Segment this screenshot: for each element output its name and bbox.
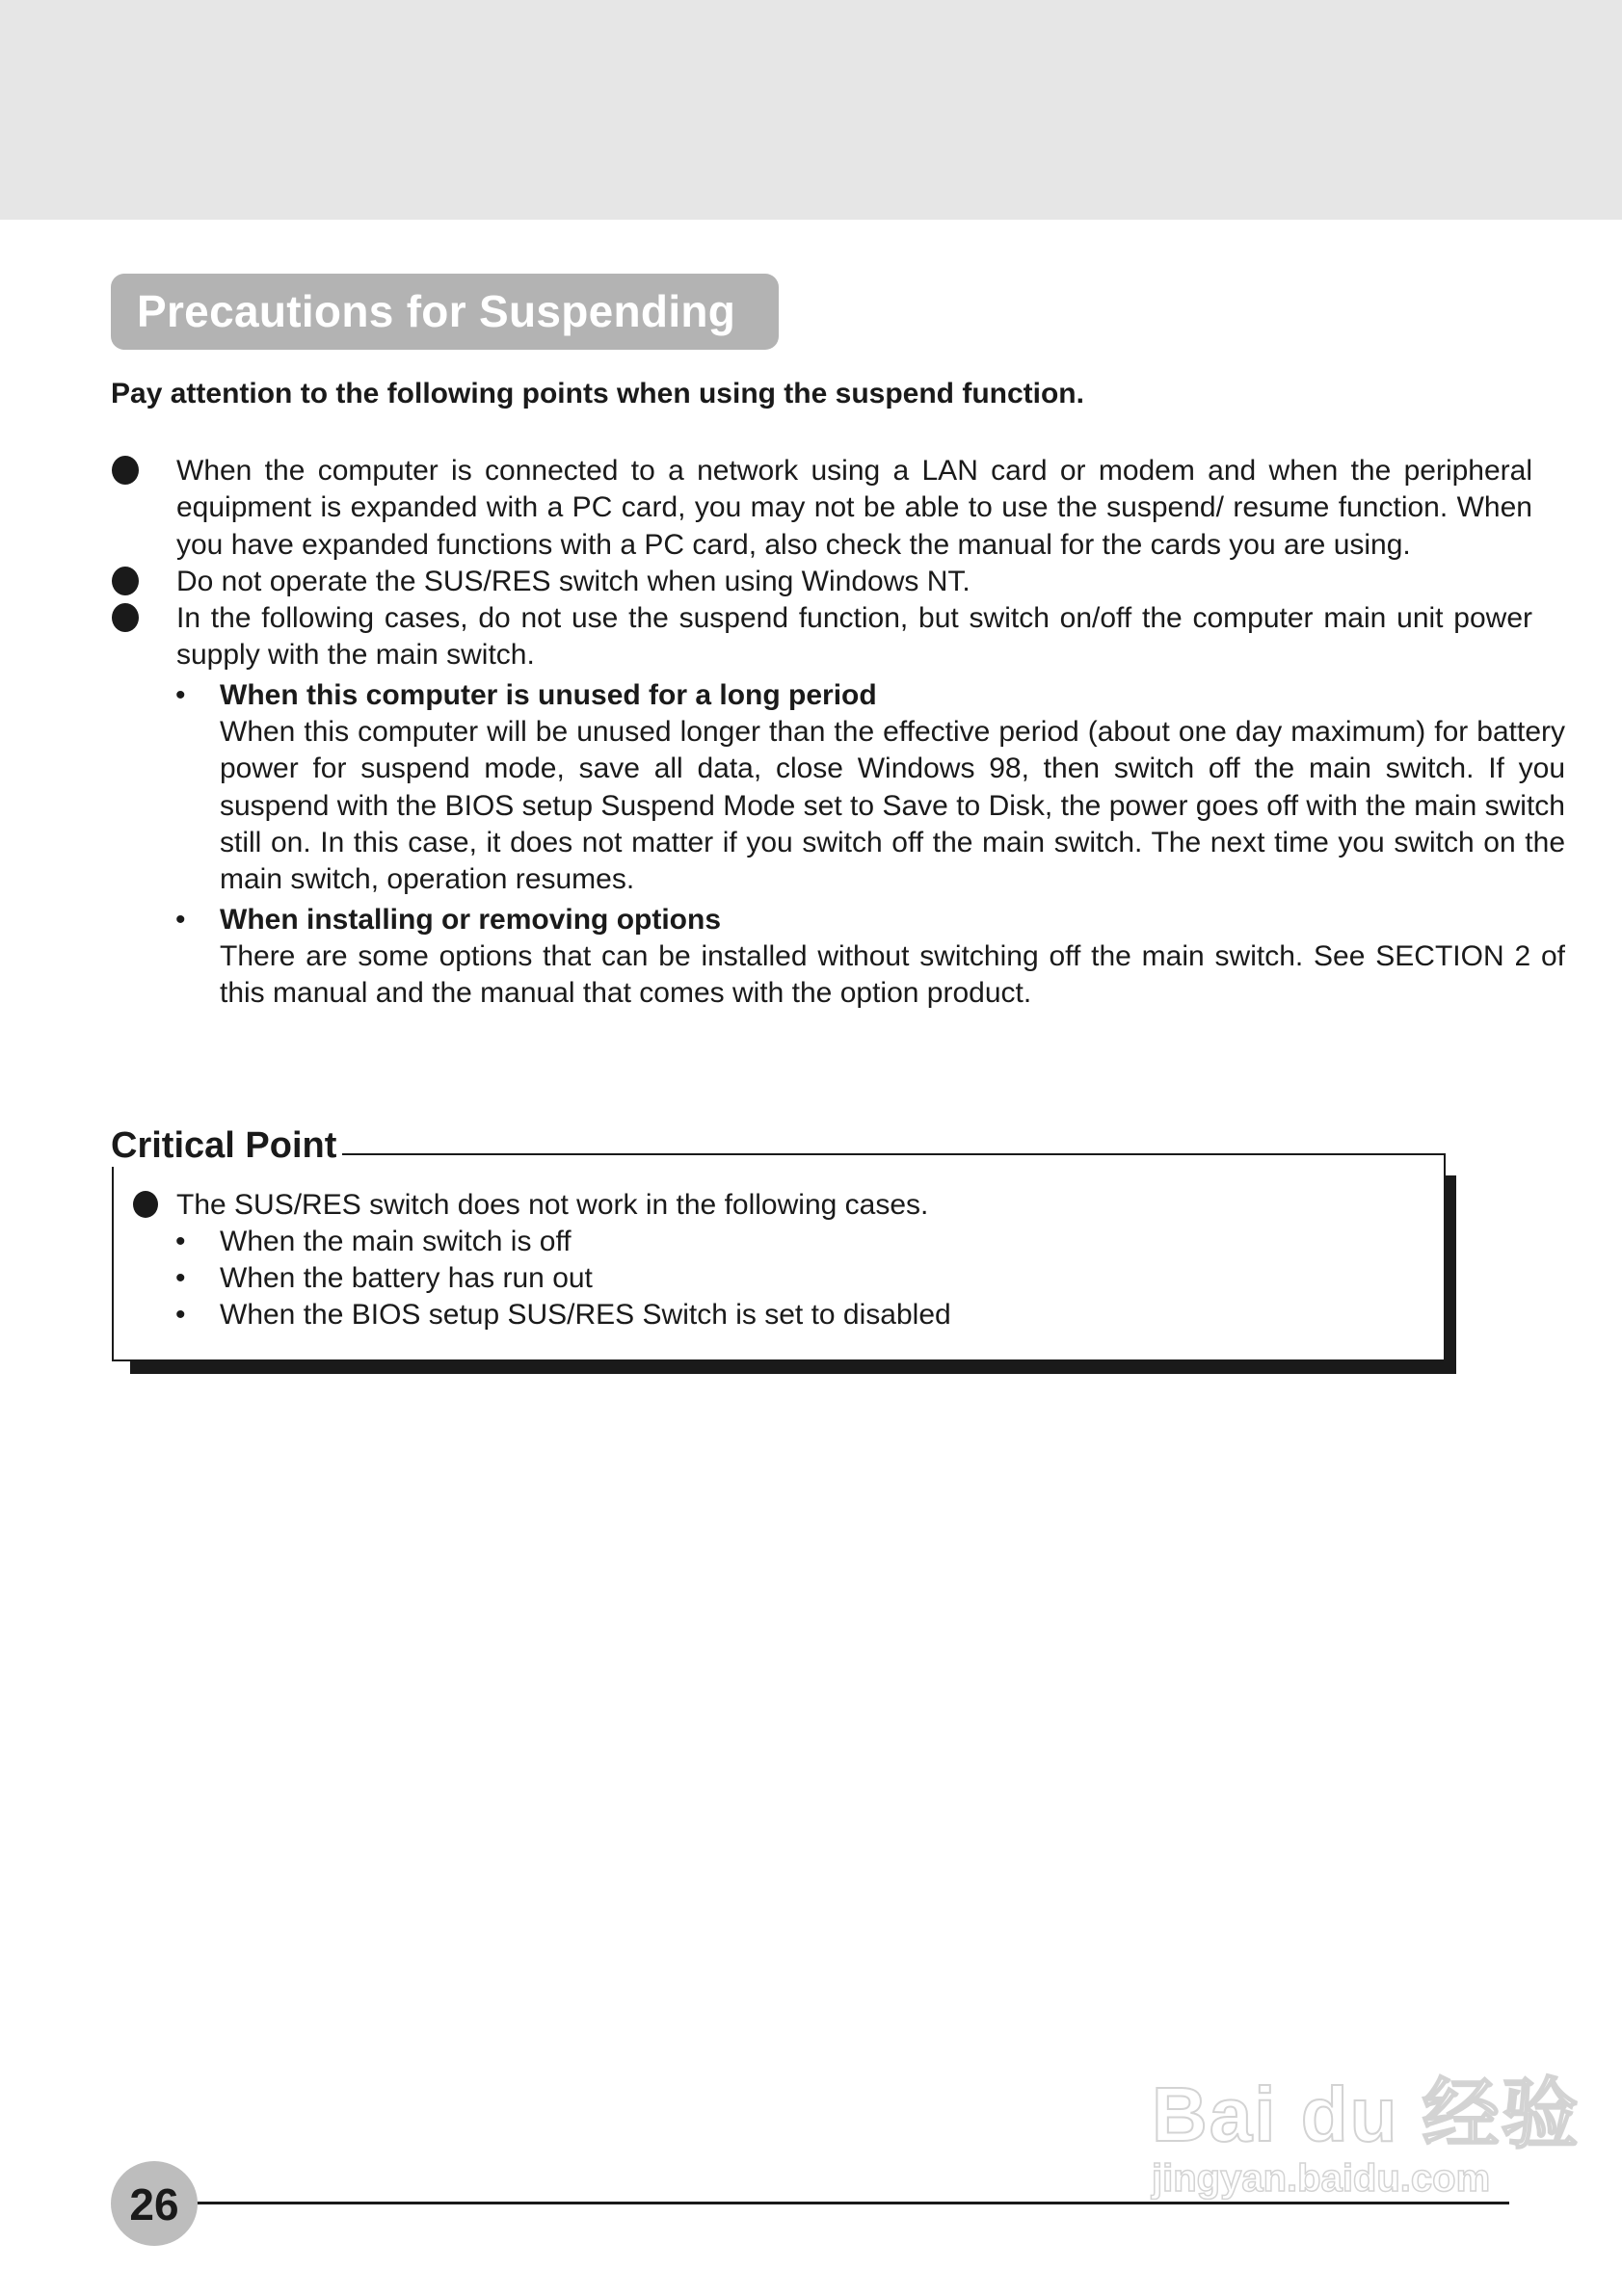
bullet-icon bbox=[112, 567, 139, 595]
sub-bullet-icon: • bbox=[175, 1226, 186, 1257]
baidu-watermark bbox=[1152, 2052, 1581, 2201]
list-item-text: In the following cases, do not use the suspend function, but switch on/off the computer main unit power supply with the main switch. bbox=[176, 602, 1532, 672]
precautions-list bbox=[111, 453, 1565, 1012]
critical-lead bbox=[132, 1187, 951, 1224]
sub-bullet-icon: • bbox=[175, 903, 186, 936]
page-number: 26 bbox=[129, 2179, 179, 2230]
critical-item bbox=[132, 1260, 951, 1297]
watermark-logo: Bai du 经验 bbox=[1152, 2072, 1581, 2157]
sub-item-body: There are some options that can be installed without switching off the main switch. See SECTION 2 of this manual and the manual that comes with the option product. bbox=[220, 939, 1565, 1010]
critical-lead-text: The SUS/RES switch does not work in the following cases. bbox=[176, 1189, 929, 1221]
section-title-box bbox=[111, 274, 779, 350]
sub-bullet-icon: • bbox=[175, 1262, 186, 1294]
footer-rule bbox=[197, 2202, 1509, 2204]
sub-bullet-icon: • bbox=[175, 678, 186, 711]
critical-item-text: When the BIOS setup SUS/RES Switch is set to disabled bbox=[220, 1299, 951, 1331]
list-item-text: Do not operate the SUS/RES switch when using Windows NT. bbox=[176, 565, 971, 597]
header-band bbox=[0, 0, 1622, 220]
section-title: Precautions for Suspending bbox=[137, 286, 736, 336]
critical-item-text: When the battery has run out bbox=[220, 1262, 593, 1294]
bullet-icon bbox=[112, 456, 139, 485]
bullet-icon bbox=[112, 603, 139, 632]
sub-item bbox=[111, 902, 1565, 1013]
bullet-icon bbox=[133, 1191, 158, 1218]
list-item-text: When the computer is connected to a network using a LAN card or modem and when the peripheral equipment is expanded with a PC card, you may not be able to use the suspend/ resume function. When you have expanded functions with a PC card, also check the manual for the cards you are using. bbox=[176, 455, 1532, 561]
intro-text: Pay attention to the following points when using the suspend function. bbox=[111, 378, 1084, 409]
watermark-url: jingyan.baidu.com bbox=[1152, 2157, 1491, 2200]
sub-bullet-icon: • bbox=[175, 1299, 186, 1331]
list-item bbox=[111, 564, 1455, 600]
critical-item-text: When the main switch is off bbox=[220, 1226, 572, 1257]
sub-item bbox=[111, 677, 1565, 899]
sub-item-heading: When this computer is unused for a long period bbox=[220, 678, 877, 711]
sub-item-heading: When installing or removing options bbox=[220, 903, 722, 936]
critical-item bbox=[132, 1224, 951, 1260]
list-item bbox=[111, 453, 1532, 564]
list-item bbox=[111, 600, 1532, 674]
sub-item-body: When this computer will be unused longer than the effective period (about one day maximum) for battery power for suspend mode, save all data, close Windows 98, then switch off the main switch. If you suspend with the BIOS setup Suspend Mode set to Save to Disk, the power goes off with the main switch still on. In this case, it does not matter if you switch off the main switch. The next time you switch on the main switch, operation resumes. bbox=[220, 716, 1565, 896]
critical-item bbox=[132, 1297, 951, 1333]
critical-point-content bbox=[132, 1187, 951, 1333]
page-number-badge bbox=[111, 2161, 198, 2246]
critical-point-heading: Critical Point bbox=[111, 1125, 342, 1167]
